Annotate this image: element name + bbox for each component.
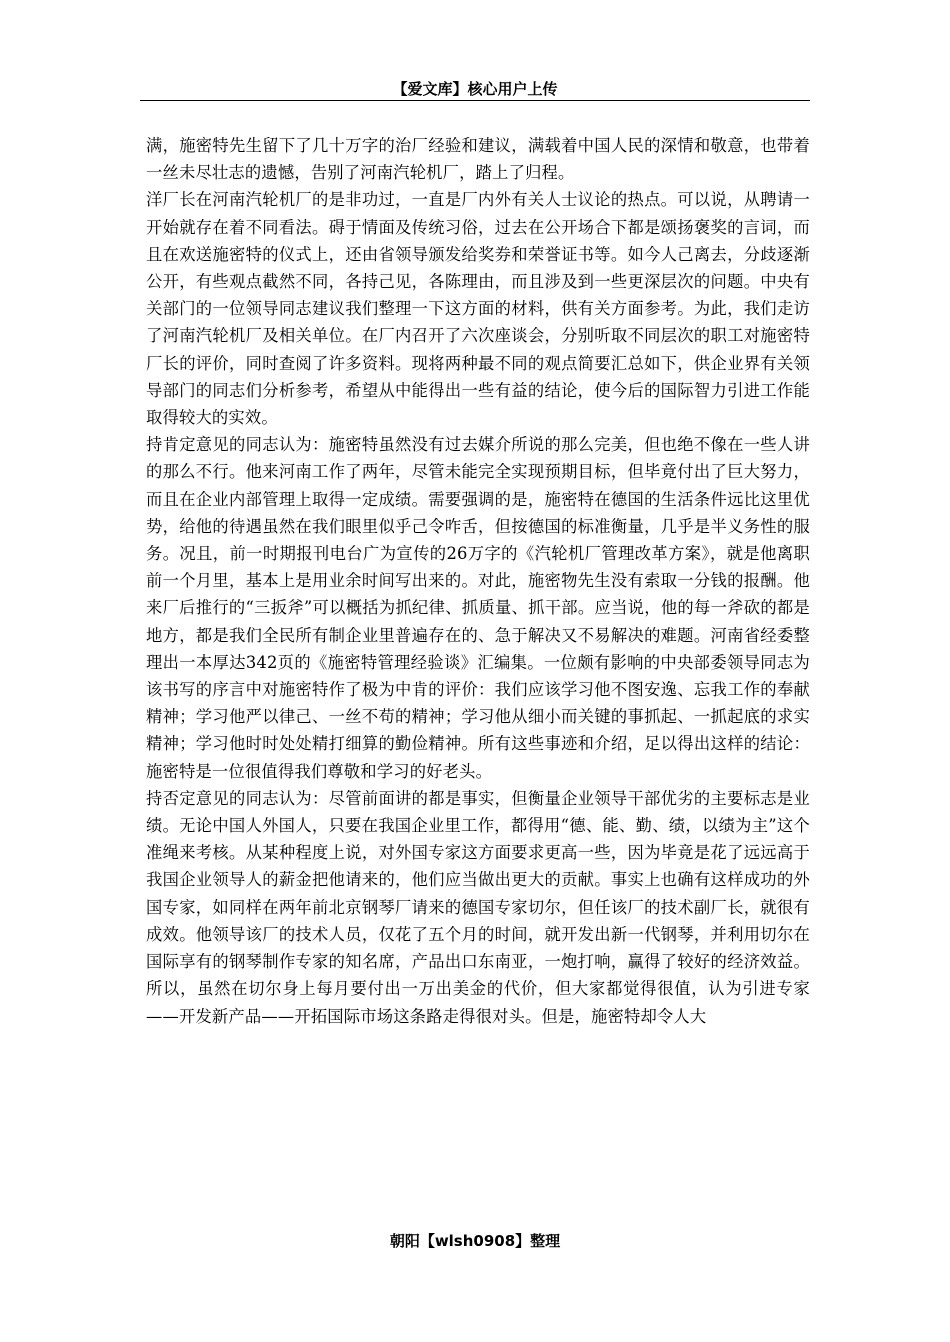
paragraph-4: 持否定意见的同志认为：尽管前面讲的都是事实，但衡量企业领导干部优劣的主要标志是业绩。无论中国人外国人，只要在我国企业里工作，都得用“德、能、勤、绩，以绩为主”这个准绳来考核。从某种程度上说，对外国专家这方面要求更高一些，因为毕竟是花了远远高于我国企业领导人的薪金把他请来的，他们应当做出更大的贡献。事实上也确有这样成功的外国专家，如同样在两年前北京钢琴厂请来的德国专家切尔，但任该厂的技术副厂长，就很有成效。他领导该厂的技术人员，仅花了五个月的时间，就开发出新一代钢琴，并利用切尔在国际享有的钢琴制作专家的知名席，产品出口东南亚，一炮打响，赢得了较好的经济效益。所以，虽然在切尔身上每月要付出一万出美金的代价，但大家都觉得很值，认为引进专家——开发新产品——开拓国际市场这条路走得很对头。但是，施密特却令人大 [146,788,810,1026]
page-footer: 朝阳【wlsh0908】整理 [389,1232,561,1250]
page-header: 【爱文库】核心用户上传 [392,80,558,98]
document-body [146,132,810,1030]
header-divider [140,100,810,101]
paragraph-1: 满，施密特先生留下了几十万字的治厂经验和建议，满载着中国人民的深情和敬意，也带着一丝未尽壮志的遗憾，告别了河南汽轮机厂，踏上了归程。 [146,136,810,183]
paragraph-2: 洋厂长在河南汽轮机厂的是非功过，一直是厂内外有关人士议论的热点。可以说，从聘请一开始就存在着不同看法。碍于情面及传统习俗，过去在公开场合下都是颂扬褒奖的言词，而且在欢送施密特的仪式上，还由省领导颁发给奖券和荣誉证书等。如今人己离去，分歧逐渐公开，有些观点截然不同，各持己见，各陈理由，而且涉及到一些更深层次的问题。中央有关部门的一位领导同志建议我们整理一下这方面的材料，供有关方面参考。为此，我们走访了河南汽轮机厂及相关单位。在厂内召开了六次座谈会，分别听取不同层次的职工对施密特厂长的评价，同时查阅了许多资料。现将两种最不同的观点简要汇总如下，供企业界有关领导部门的同志们分析参考，希望从中能得出一些有益的结论，使今后的国际智力引进工作能取得较大的实效。 [146,190,810,428]
paragraph-3: 持肯定意见的同志认为：施密特虽然没有过去媒介所说的那么完美，但也绝不像在一些人讲的那么不行。他来河南工作了两年，尽管未能完全实现预期目标，但毕竟付出了巨大努力，而且在企业内部管理上取得一定成绩。需要强调的是，施密特在德国的生活条件远比这里优势，给他的待遇虽然在我们眼里似乎己令咋舌，但按德国的标准衡量，几乎是半义务性的服务。况且，前一时期报刊电台广为宣传的26万字的《汽轮机厂管理改革方案》，就是他离职前一个月里，基本上是用业余时间写出来的。对此，施密物先生没有索取一分钱的报酬。他来厂后推行的“三扳斧”可以概括为抓纪律、抓质量、抓干部。应当说，他的每一斧砍的都是地方，都是我们全民所有制企业里普遍存在的、急于解决又不易解决的难题。河南省经委整理出一本厚达342页的《施密特管理经验谈》汇编集。一位颇有影响的中央部委领导同志为该书写的序言中对施密特作了极为中肯的评价：我们应该学习他不图安逸、忘我工作的奉献精神；学习他严以律己、一丝不苟的精神；学习他从细小而关键的事抓起、一抓起底的求实精神；学习他时时处处精打细算的勤俭精神。所有这些事迹和介绍，足以得出这样的结论：施密特是一位很值得我们尊敬和学习的好老头。 [146,435,810,781]
